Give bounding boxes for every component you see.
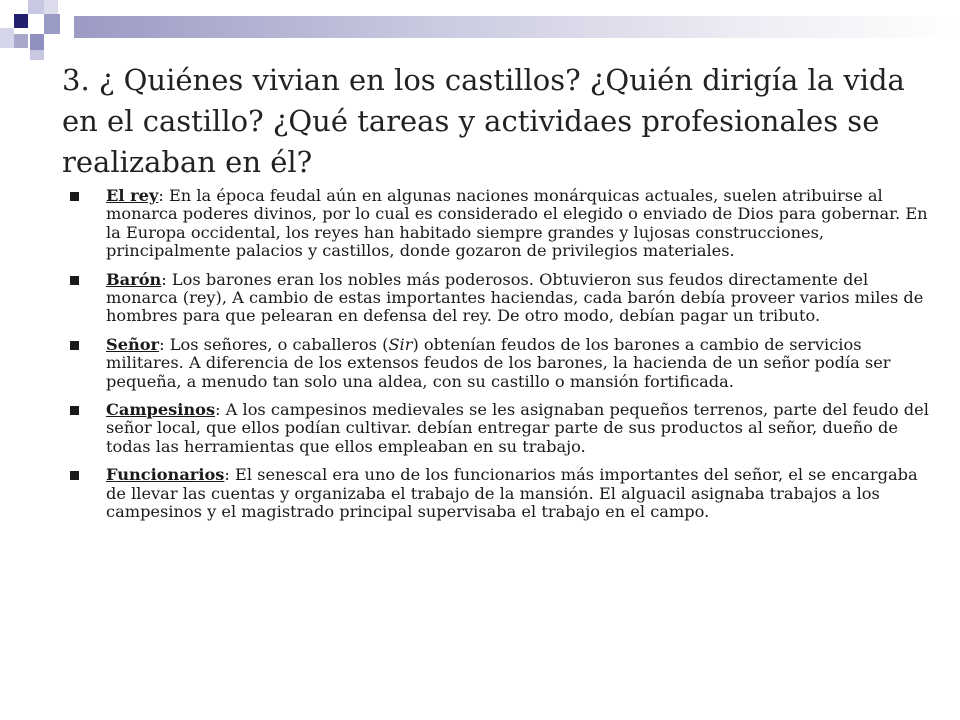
decor-square-mid-4 xyxy=(30,34,44,50)
list-item-campesinos xyxy=(70,401,940,456)
term-senor: Señor xyxy=(106,334,160,354)
term-funcionarios: Funcionarios xyxy=(106,465,225,485)
square-bullet-icon xyxy=(70,192,79,201)
decor-square-mid-2 xyxy=(44,14,60,34)
term-colon: : xyxy=(158,186,164,205)
decor-square-light-2 xyxy=(0,28,14,48)
term-rey: El rey xyxy=(106,186,159,205)
square-bullet-icon xyxy=(70,471,79,480)
decor-square-dark xyxy=(14,14,28,28)
header-gradient-band xyxy=(74,16,960,38)
term-colon: : xyxy=(224,465,230,485)
decor-square-light-3 xyxy=(30,50,44,60)
term-baron: Barón xyxy=(106,269,162,289)
item-text: En la época feudal aún en algunas naciones monárquicas actuales, suelen atribuirse al monarca poderes divinos, por lo cual es considerado el elegido o enviado de Dios para gobernar. En la Europa occidental, los reyes han habitado siempre grandes y lujosas construcciones, principalmente palacios y castillos, donde gozaron de privilegios materiales. xyxy=(106,186,928,261)
term-colon: : xyxy=(161,269,167,289)
square-bullet-icon xyxy=(70,276,79,285)
item-text-cont: ) obtenían feudos de los barones a cambio de servicios militares. A diferencia de los extensos feudos de los barones, la hacienda de un señor podía ser pequeña, a menudo tan solo una aldea, con su castillo o mansión fortificada. xyxy=(106,334,891,391)
decor-square-light xyxy=(44,0,58,14)
list-item-funcionarios xyxy=(70,466,940,521)
term-campesinos: Campesinos xyxy=(106,400,216,420)
list-item-senor xyxy=(70,336,940,391)
bullet-list xyxy=(70,187,940,532)
square-bullet-icon xyxy=(70,406,79,415)
item-text: Los barones eran los nobles más poderosos. Obtuvieron sus feudos directamente del monarca (rey), A cambio de estas importantes haciendas, cada barón debía proveer varios miles de hombres para que pelearan en defensa del rey. De otro modo, debían pagar un tributo. xyxy=(106,269,924,326)
item-text: Los señores, o caballeros ( xyxy=(164,334,389,354)
italic-term-sir: Sir xyxy=(388,334,413,354)
decor-square-mid xyxy=(28,0,44,14)
item-text: El senescal era uno de los funcionarios más importantes del señor, el se encargaba de llevar las cuentas y organizaba el trabajo de la mansión. El alguacil asignaba trabajos a los campesinos y el magistrado principal supervisaba el trabajo en el campo. xyxy=(106,465,918,522)
slide-title: 3. ¿ Quiénes vivian en los castillos? ¿Quién dirigía la vida en el castillo? ¿Qué tareas y actividaes profesionales se realizaban en él? xyxy=(62,63,905,179)
square-bullet-icon xyxy=(70,341,79,350)
list-item-rey xyxy=(70,187,940,261)
list-item-baron xyxy=(70,271,940,326)
term-colon: : xyxy=(215,400,221,420)
decor-square-mid-3 xyxy=(14,34,28,48)
item-text: A los campesinos medievales se les asignaban pequeños terrenos, parte del feudo del señor local, que ellos podían cultivar. debían entregar parte de sus productos al señor, dueño de todas las herramientas que ellos empleaban en su trabajo. xyxy=(106,400,929,456)
term-colon: : xyxy=(159,334,165,354)
